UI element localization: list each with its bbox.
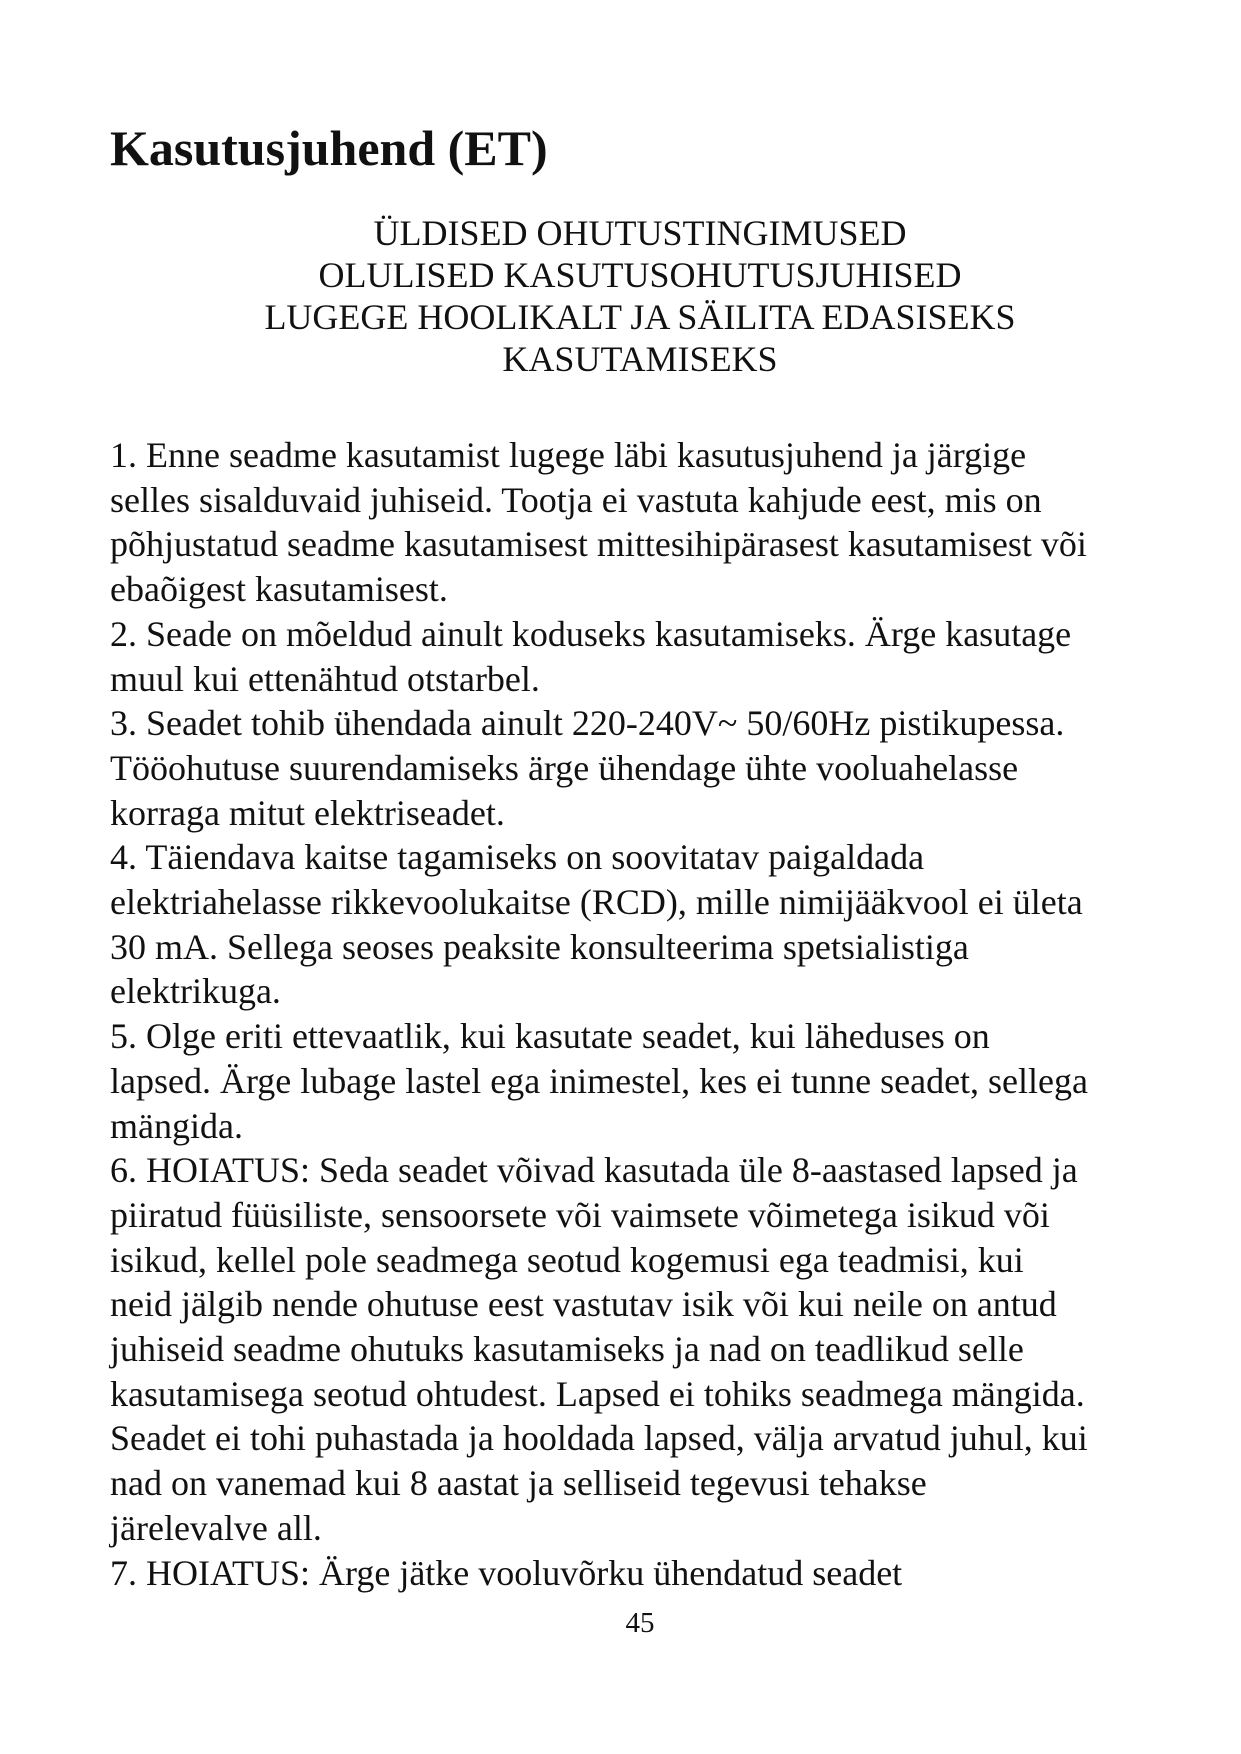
text-line: järelevalve all. — [110, 1507, 322, 1548]
instruction-item-6 — [110, 1148, 1170, 1550]
text-line: 1. Enne seadme kasutamist lugege läbi kasutusjuhend ja järgige — [110, 435, 1027, 475]
instruction-item-3 — [110, 701, 1170, 835]
text-line: mängida. — [110, 1105, 243, 1146]
text-line: elektrikuga. — [110, 971, 281, 1012]
text-line: isikud, kellel pole seadmega seotud kogemusi ega teadmisi, kui — [110, 1239, 1024, 1280]
text-line: lapsed. Ärge lubage lastel ega inimestel, kes ei tunne seadet, sellega — [110, 1060, 1088, 1101]
instructions-list — [110, 433, 1170, 1595]
instruction-item-4 — [110, 835, 1170, 1014]
text-line: muul kui ettenähtud otstarbel. — [110, 658, 540, 699]
page-title: Kasutusjuhend (ET) — [110, 120, 548, 176]
text-line: 5. Olge eriti ettevaatlik, kui kasutate seadet, kui läheduses on — [110, 1016, 990, 1057]
text-line: 7. HOIATUS: Ärge jätke vooluvõrku ühendatud seadet — [110, 1552, 903, 1593]
text-line: elektriahelasse rikkevoolukaitse (RCD), mille nimijääkvool ei ületa — [110, 882, 1083, 923]
text-line: selles sisalduvaid juhiseid. Tootja ei vastuta kahjude eest, mis on — [110, 479, 1042, 520]
text-line: 3. Seadet tohib ühendada ainult 220-240V~ 50/60Hz pistikupessa. — [110, 703, 1065, 744]
safety-header-line: LUGEGE HOOLIKALT JA SÄILITA EDASISEKS — [264, 297, 1016, 337]
safety-header-line: ÜLDISED OHUTUSTINGIMUSED — [373, 213, 907, 253]
text-line: 4. Täiendava kaitse tagamiseks on soovitatav paigaldada — [110, 837, 925, 878]
text-line: 2. Seade on mõeldud ainult koduseks kasutamiseks. Ärge kasutage — [110, 613, 1072, 654]
instruction-item-5 — [110, 1014, 1170, 1148]
safety-header — [0, 212, 1241, 380]
text-line: 30 mA. Sellega seoses peaksite konsulteerima spetsialistiga — [110, 926, 969, 967]
page-number: 45 — [625, 1607, 655, 1639]
instruction-item-1 — [110, 433, 1170, 612]
text-line: korraga mitut elektriseadet. — [110, 792, 505, 833]
instruction-item-2 — [110, 612, 1170, 701]
text-line: neid jälgib nende ohutuse eest vastutav isik või kui neile on antud — [110, 1284, 1057, 1325]
text-line: Seadet ei tohi puhastada ja hooldada lapsed, välja arvatud juhul, kui — [110, 1418, 1088, 1459]
text-line: Tööohutuse suurendamiseks ärge ühendage ühte vooluahelasse — [110, 747, 1019, 788]
text-line: ebaõigest kasutamisest. — [110, 569, 448, 610]
text-line: põhjustatud seadme kasutamisest mittesihipärasest kasutamisest või — [110, 524, 1087, 565]
text-line: kasutamisega seotud ohtudest. Lapsed ei tohiks seadmega mängida. — [110, 1373, 1085, 1414]
instruction-item-7 — [110, 1551, 1170, 1596]
text-line: 6. HOIATUS: Seda seadet võivad kasutada üle 8-aastased lapsed ja — [110, 1150, 1078, 1191]
text-line: juhiseid seadme ohutuks kasutamiseks ja nad on teadlikud selle — [110, 1329, 1024, 1370]
text-line: nad on vanemad kui 8 aastat ja selliseid tegevusi tehakse — [110, 1463, 927, 1504]
safety-header-line: OLULISED KASUTUSOHUTUSJUHISED — [318, 255, 962, 295]
safety-header-line: KASUTAMISEKS — [502, 339, 778, 379]
text-line: piiratud füüsiliste, sensoorsete või vaimsete võimetega isikud või — [110, 1194, 1050, 1235]
